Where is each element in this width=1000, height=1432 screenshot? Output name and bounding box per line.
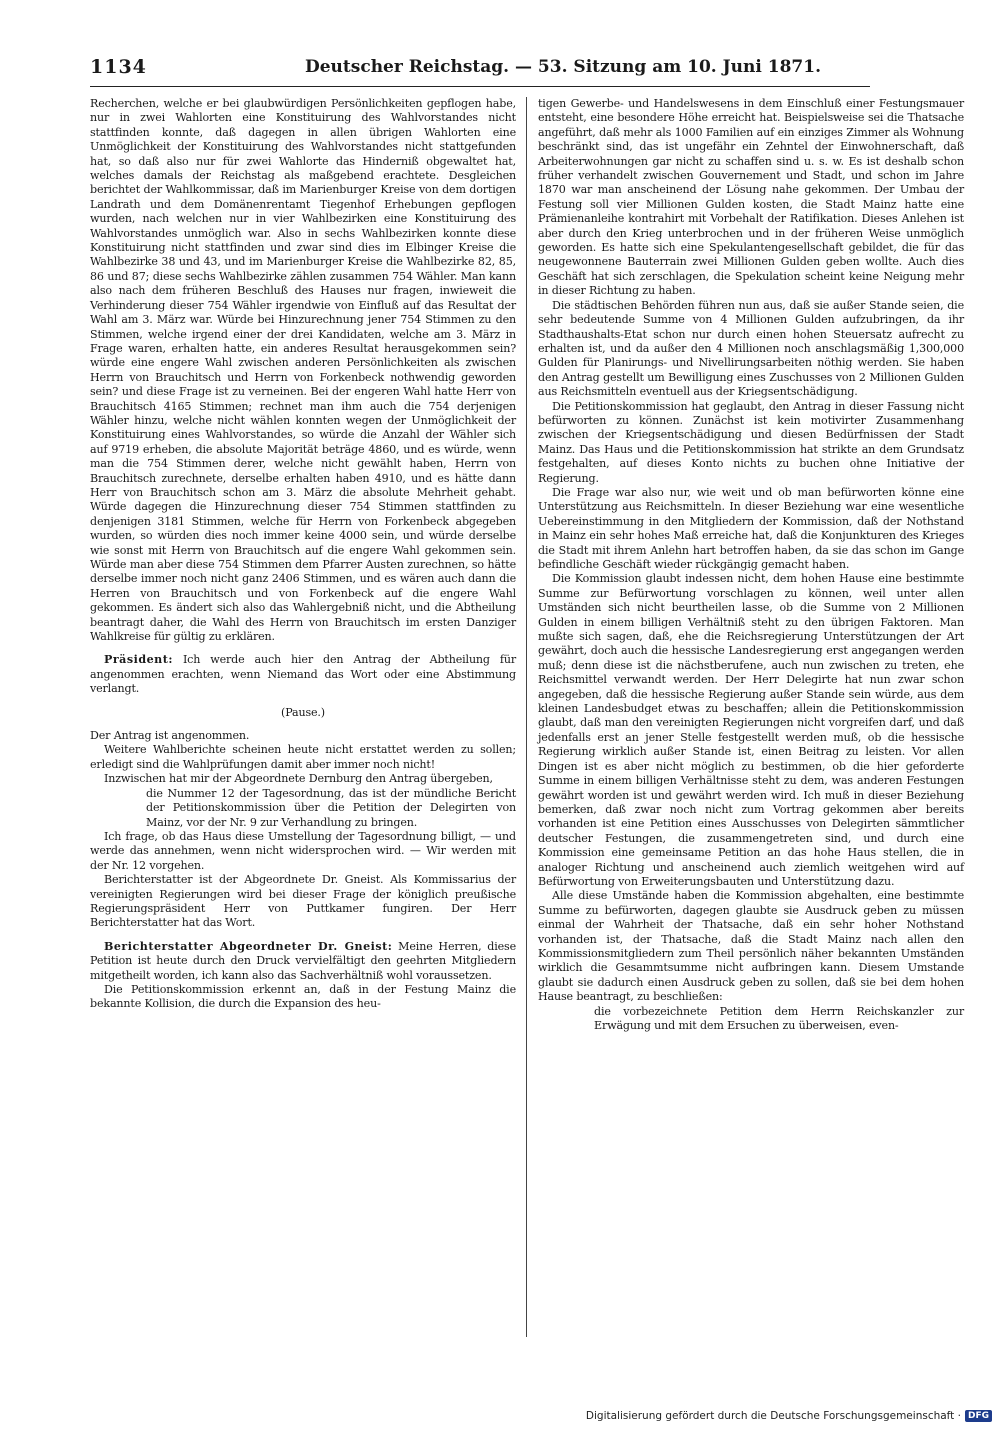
paragraph: Weitere Wahlberichte scheinen heute nicht erstattet werden zu sollen; erledigt sind die Wahlprüfungen damit aber immer noch nicht! [90,743,516,771]
paragraph: Die Frage war also nur, wie weit und ob man befürworten könne eine Unterstützung aus Reichsmitteln. In dieser Beziehung war eine wesentliche Uebereinstimmung in den Mitgliedern der Kommission, daß der Nothstand in Mainz ein sehr hohes Maß erreiche hat, daß die Konjunkturen des Krieges die Stadt mit ihrem Anlehn hart betroffen haben, da sie das schon im Gange befindliche Geschäft wieder rückgängig gemacht haben. [538,485,964,571]
speech-text: Ich werde auch hier den Antrag der Abtheilung für angenommen erachten, wenn Niemand das Wort oder eine Abstimmung verlangt. [90,653,516,696]
page-number: 1134 [90,56,147,78]
paragraph: Alle diese Umstände haben die Kommission abgehalten, eine bestimmte Summe zu befürworten, dagegen glaubte sie Ausdruck geben zu müssen einmal der Wahrheit der Thatsache, daß ein sehr hoher Nothstand vorhanden ist, der Thatsache, daß die Stadt Mainz nach allen den Kommissionsmitgliedern zum Theil persönlich näher bekannten Umständen wirklich die Gesammtsumme nicht aufbringen kann. Diesem Umstande glaubt sie dadurch einen Ausdruck geben zu sollen, daß sie bei dem hohen Hause beantragt, zu beschließen: [538,889,964,1004]
paragraph: Recherchen, welche er bei glaubwürdigen Persönlichkeiten gepflogen habe, nur in zwei Wahlorten eine Konstituirung des Wahlvorstandes nicht stattfinden konnte, daß dagegen in allen übrigen Wahlorten eine Unmöglichkeit der Konstituirung des Wahlvorstandes nicht stattgefunden hat, so daß also nur für zwei Wahlorte das Hinderniß obgewaltet hat, welches damals der Reichstag als maßgebend erachtete. Desgleichen berichtet der Wahlkommissar, daß im Marienburger Kreise von dem dortigen Landrath und dem Domänenrentamt Tiegenhof Erhebungen gepflogen wurden, nach welchen nur in vier Wahlbezirken eine Konstituirung des Wahlvorstandes unmöglich war. Also in sechs Wahlbezirken konnte diese Konstituirung nicht stattfinden und zwar sind dies im Elbinger Kreise die Wahlbezirke 38 und 43, und im Marienburger Kreise die Wahlbezirke 82, 85, 86 und 87; diese sechs Wahlbezirke zählen zusammen 754 Wähler. Man kann also nach dem früheren Beschluß des Hauses nur fragen, inwieweit die Verhinderung dieser 754 Wähler irgendwie von Einfluß auf das Resultat der Wahl am 3. März war. Würde bei Hinzurechnung jener 754 Stimmen zu den Stimmen, welche irgend einer der drei Kandidaten, welche am 3. März in Frage waren, erhalten hatte, ein anderes Resultat herausgekommen sein? würde eine engere Wahl zwischen anderen Persönlichkeiten als zwischen Herrn von Brauchitsch und Herrn von Forkenbeck nothwendig geworden sein? und diese Frage ist zu verneinen. Bei der engeren Wahl hatte Herr von Brauchitsch 4165 Stimmen; rechnet man ihm auch die 754 derjenigen Wähler hinzu, welche nicht wählen konnten wegen der Unmöglichkeit der Konstituirung eines Wahlvorstandes, so würde die Anzahl der Wähler sich auf 9719 erheben, die absolute Majorität beträge 4860, und es würde, wenn man die 754 Stimmen derer, welche nicht gewählt haben, Herrn von Brauchitsch zurechnete, derselbe erhalten haben 4910, und es hätte dann Herr von Brauchitsch schon am 3. März die absolute Mehrheit gehabt. Würde dagegen die Hinzurechnung dieser 754 Stimmen stattfinden zu denjenigen 3181 Stimmen, welche für Herrn von Forkenbeck abgegeben wurden, so würden dies noch immer keine 4000 sein, und würde derselbe wie sonst mit Herrn von Brauchitsch auf die engere Wahl gekommen sein. Würde man aber diese 754 Stimmen dem Pfarrer Austen zurechnen, so hätte derselbe immer noch nicht ganz 2406 Stimmen, und es wären auch dann die Herren von Brauchitsch und von Forkenbeck auf die engere Wahl gekommen. Es ändert sich also das Wahlergebniß nicht, und die Abtheilung beantragt daher, die Wahl des Herrn von Brauchitsch im ersten Danziger Wahlkreise für gültig zu erklären. [90,97,516,644]
president-paragraph [90,653,516,696]
left-column [90,97,516,1012]
paragraph: Ich frage, ob das Haus diese Umstellung der Tagesordnung billigt, — und werde das annehmen, wenn nicht widersprochen wird. — Wir werden mit der Nr. 12 vorgehen. [90,829,516,872]
paragraph: tigen Gewerbe- und Handelswesens in dem Einschluß einer Festungsmauer entsteht, eine besondere Höhe erreicht hat. Beispielsweise sei die Thatsache angeführt, daß mehr als 1000 Familien auf ein einziges Zimmer als Wohnung beschränkt sind, das ist ungefähr ein Zehntel der Einwohnerschaft, daß Arbeiterwohnungen gar nicht zu schaffen sind u. s. w. Es ist deshalb schon früher verhandelt zwischen Gouvernement und Stadt, und schon im Jahre 1870 war man anscheinend der Lösung nahe gekommen. Der Umbau der Festung soll vier Millionen Gulden kosten, die Stadt Mainz hatte eine Prämienanleihe kontrahirt mit Vorbehalt der Ratifikation. Dieses Anlehen ist aber durch den Krieg unterbrochen und in der früheren Weise unmöglich geworden. Es hatte sich eine Spekulantengesellschaft gebildet, die für das neugewonnene Bauterrain zwei Millionen Gulden geben wollte. Auch dies Geschäft hat sich zerschlagen, die Spekulation scheint keine Neigung mehr in dieser Richtung zu haben. [538,97,964,298]
paragraph: Die Petitionskommission hat geglaubt, den Antrag in dieser Fassung nicht befürworten zu können. Zunächst ist kein motivirter Zusammenhang zwischen der Kriegsentschädigung und diesen Bedürfnissen der Stadt Mainz. Das Haus und die Petitionskommission hat strikte an dem Grundsatz festgehalten, auf dieses Konto nichts zu buchen ohne Initiative der Regierung. [538,399,964,485]
paragraph: Die Kommission glaubt indessen nicht, dem hohen Hause eine bestimmte Summe zur Befürwortung vorschlagen zu können, weil unter allen Umständen sich nicht beurtheilen lasse, ob die Summe von 2 Millionen Gulden in einem billigen Verhältniß steht zu den übrigen Faktoren. Man mußte sich sagen, daß, ehe die Reichsregierung Unterstützungen der Art gewährt, doch auch die hessische Landesregierung erst angegangen werden muß; denn diese ist die nächstberufene, auch nun zwischen zu treten, ehe Reichsmittel verwandt werden. Der Herr Delegirte hat nun zwar schon angegeben, daß die hessische Regierung außer Stande sein würde, aus dem kleinen Landesbudget etwas zu beschaffen; allein die Petitionskommission glaubt, daß man den vereinigten Regierungen nicht vorgreifen darf, und daß jedenfalls erst an jener Stelle festgestellt werden muß, ob die hessische Regierung wirklich außer Stande ist, einen Beitrag zu leisten. Vor allen Dingen ist es aber nicht möglich zu bestimmen, ob die hier geforderte Summe in einem billigen Verhältnisse steht zu dem, was anderen Festungen gewährt worden ist und gewährt werden wird. Ich muß in dieser Beziehung bemerken, daß zwar noch nicht zum Vortrag gekommen aber bereits vorhanden ist eine Petition eines Ausschusses von Delegirten sämmtlicher deutscher Festungen, die zusammengetreten sind, und durch eine Kommission eine gemeinsame Petition an das hohe Haus stellen, die in analoger Richtung und anscheinend auch ziemlich weitgehen wird auf Befürwortung von Erweiterungsbauten und Unterstützung dazu. [538,572,964,888]
paragraph: Berichterstatter ist der Abgeordnete Dr. Gneist. Als Kommissarius der vereinigten Regierungen wird bei dieser Frage der königlich preußische Regierungspräsident Herr von Puttkamer fungiren. Der Herr Berichterstatter hat das Wort. [90,873,516,930]
paragraph: Die städtischen Behörden führen nun aus, daß sie außer Stande seien, die sehr bedeutende Summe von 4 Millionen Gulden aufzubringen, da ihr Stadthaushalts-Etat schon nur durch einen hohen Steuersatz aufrecht zu erhalten ist, und da außer den 4 Millionen noch anschlagsmäßig 1,300,000 Gulden für Planirungs- und Nivellirungsarbeiten nöthig werden. Sie haben den Antrag gestellt um Bewilligung eines Zuschusses von 2 Millionen Gulden aus Reichsmitteln eventuell aus der Kriegsentschädigung. [538,298,964,399]
page-header [90,52,870,87]
speech-text: Meine Herren, diese Petition ist heute durch den Druck vervielfältigt den geehrten Mitgliedern mitgetheilt worden, ich kann also das Sachverhältniß wohl voraussetzen. [90,939,516,982]
footer-text: Digitalisierung gefördert durch die Deutsche Forschungsgemeinschaft · [585,1410,961,1422]
motion-quote: die vorbezeichnete Petition dem Herrn Reichskanzler zur Erwägung und mit dem Ersuchen zu überweisen, even- [594,1004,964,1032]
right-column [538,97,964,1033]
paragraph: Die Petitionskommission erkennt an, daß in der Festung Mainz die bekannte Kollision, die durch die Expansion des heu- [90,982,516,1011]
speaker-label: Präsident: [104,653,173,667]
dfg-logo: DFG [965,1410,992,1422]
reporter-paragraph [90,940,516,983]
column-divider [526,97,527,1337]
motion-quote: die Nummer 12 der Tagesordnung, das ist der mündliche Bericht der Petitionskommission über die Petition der Delegirten von Mainz, vor der Nr. 9 zur Verhandlung zu bringen. [146,786,516,829]
running-title: Deutscher Reichstag. — 53. Sitzung am 10. Juni 1871. [305,57,821,77]
paragraph: Der Antrag ist angenommen. [90,729,250,743]
paragraph: Inzwischen hat mir der Abgeordnete Dernburg den Antrag übergeben, [104,772,493,786]
speaker-label: Berichterstatter Abgeordneter Dr. Gneist: [104,939,393,953]
pause-note: (Pause.) [281,705,325,719]
digitization-footer [586,1410,992,1422]
